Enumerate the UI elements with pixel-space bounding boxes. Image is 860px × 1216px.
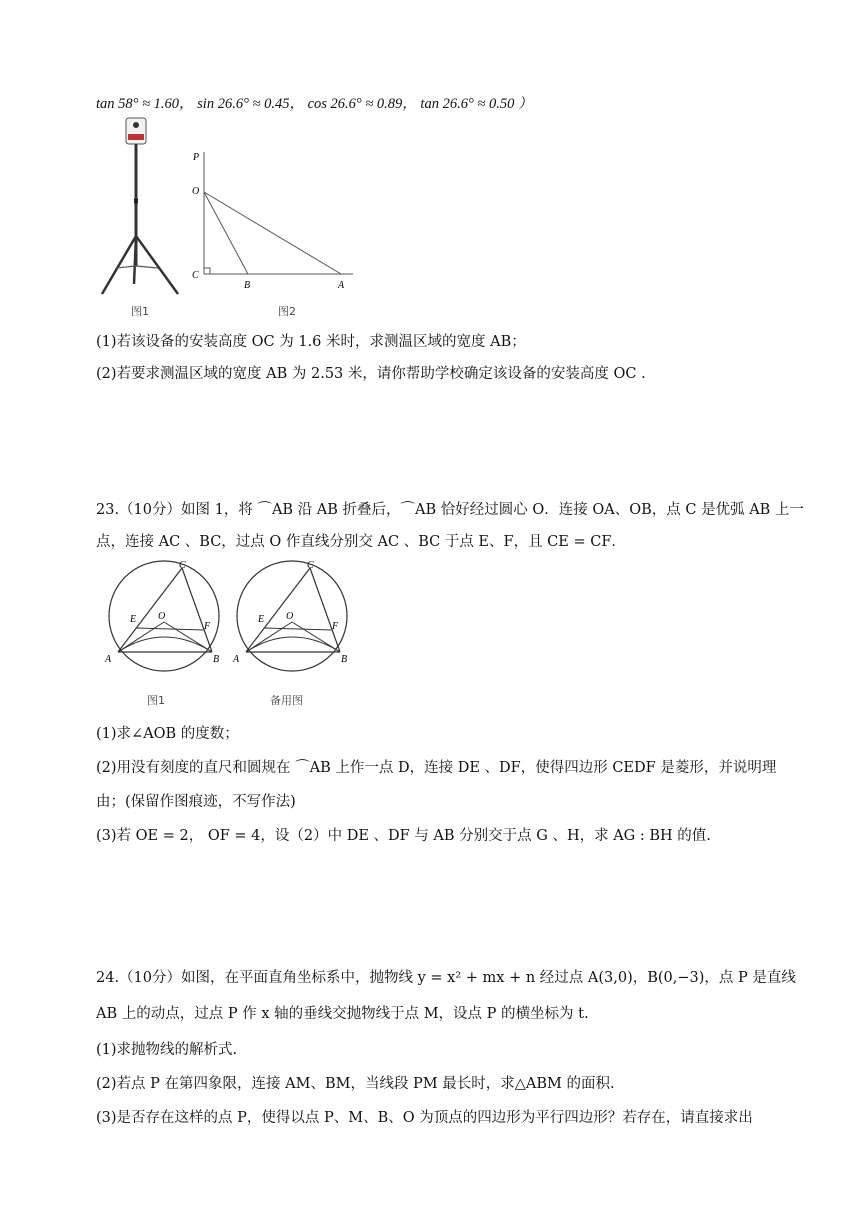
fig1-caption: 图1 <box>131 305 149 318</box>
label-F: F <box>332 621 339 632</box>
q24-part3: (3)是否存在这样的点 P，使得以点 P、M、B、O 为顶点的四边形为平行四边形？若存在，请直接求出 <box>96 1110 753 1126</box>
q24-line1: 24.（10分）如图，在平面直角坐标系中，抛物线 y = x² + mx + n 经过点 A(3,0)，B(0,−3)，点 P 是直线 <box>96 970 796 986</box>
geometry-figure-2 <box>188 146 358 292</box>
q24-part2: (2)若点 P 在第四象限，连接 AM、BM，当线段 PM 最长时，求△ABM 的面积. <box>96 1076 615 1092</box>
circle-figure-backup <box>228 558 356 678</box>
label-F: F <box>204 621 211 632</box>
label-E: E <box>258 614 265 625</box>
q22-part1: (1)若该设备的安装高度 OC 为 1.6 米时，求测温区域的宽度 AB； <box>96 334 526 350</box>
q23-line2: 点，连接 AC 、BC，过点 O 作直线分别交 AC 、BC 于点 E、F，且 CE = CF． <box>96 534 626 550</box>
tripod-device-figure <box>96 116 186 302</box>
label-P: P <box>193 152 200 163</box>
label-O: O <box>158 611 166 622</box>
q23-part2a: (2)用没有刻度的直尺和圆规在 ⌒AB 上作一点 D，连接 DE 、DF，使得四边形 CEDF 是菱形，并说明理 <box>96 760 777 776</box>
q24-part1: (1)求抛物线的解析式. <box>96 1042 238 1058</box>
label-B: B <box>213 654 220 665</box>
fig2-caption: 图2 <box>278 305 296 318</box>
label-C: C <box>192 270 199 281</box>
fig2-caption: 备用图 <box>270 694 303 707</box>
q24-line2: AB 上的动点，过点 P 作 x 轴的垂线交抛物线于点 M，设点 P 的横坐标为 t. <box>96 1006 589 1022</box>
q23-line1: 23.（10分）如图 1，将 ⌒AB 沿 AB 折叠后，⌒AB 恰好经过圆心 O．连接 OA、OB，点 C 是优弧 AB 上一 <box>96 502 804 518</box>
label-B: B <box>244 280 251 291</box>
label-C: C <box>179 560 186 571</box>
fig1-caption: 图1 <box>147 694 165 707</box>
label-B: B <box>341 654 348 665</box>
q23-part3: (3)若 OE = 2， OF = 4，设（2）中 DE 、DF 与 AB 分别交于点 G 、H，求 AG : BH 的值. <box>96 828 711 844</box>
label-O: O <box>192 186 200 197</box>
label-C: C <box>307 560 314 571</box>
q23-part2b: 由；(保留作图痕迹，不写作法) <box>96 794 296 810</box>
label-E: E <box>130 614 137 625</box>
trig-values-line: tan 58° ≈ 1.60， sin 26.6° ≈ 0.45， cos 26.6° ≈ 0.89， tan 26.6° ≈ 0.50 ） <box>96 96 533 112</box>
label-A: A <box>105 654 112 665</box>
label-A: A <box>338 280 345 291</box>
q23-part1: (1)求∠AOB 的度数； <box>96 726 239 742</box>
label-A: A <box>233 654 240 665</box>
q22-part2: (2)若要求测温区域的宽度 AB 为 2.53 米，请你帮助学校确定该设备的安装高度 OC . <box>96 366 646 382</box>
label-O: O <box>286 611 294 622</box>
circle-figure-1 <box>100 558 228 678</box>
